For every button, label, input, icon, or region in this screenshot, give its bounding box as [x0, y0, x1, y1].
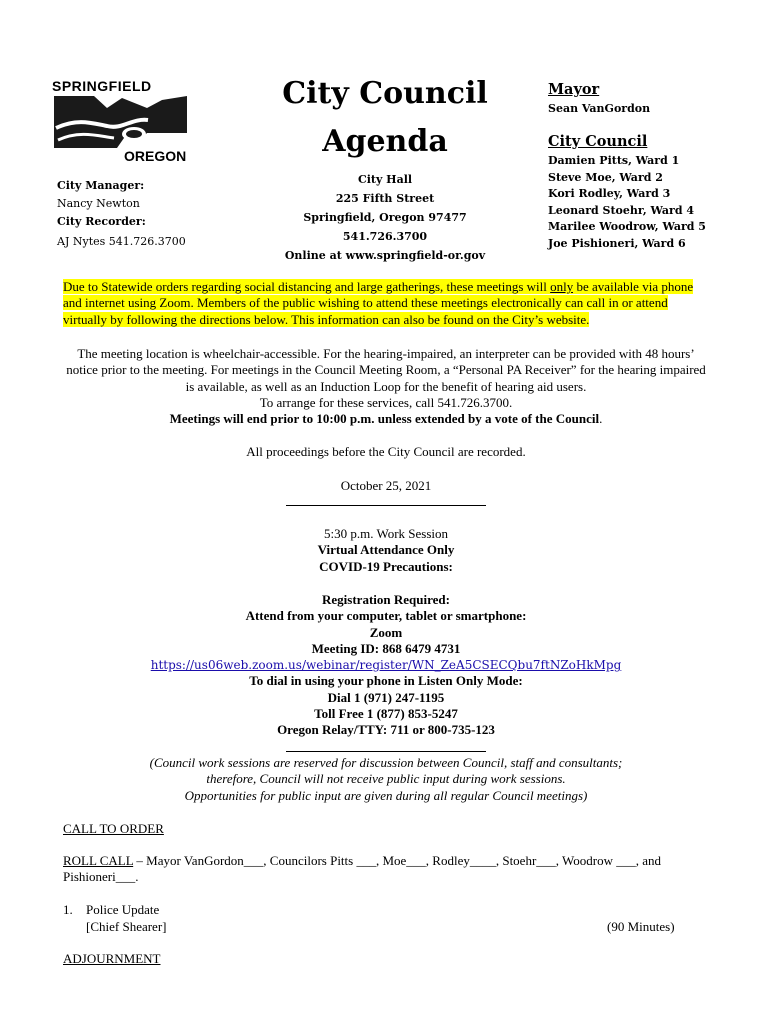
attend-instructions: Attend from your computer, tablet or smartphone:	[245, 608, 527, 624]
website-line: Online at www.springfield-or.gov	[284, 249, 486, 262]
city-manager-name: Nancy Newton	[57, 197, 140, 210]
virtual-attendance: Virtual Attendance Only	[317, 542, 455, 558]
meetings-end-period: .	[599, 411, 603, 427]
recorded-notice: All proceedings before the City Council are recorded.	[246, 444, 526, 459]
agenda-title-line1: City Council	[282, 76, 488, 111]
council-member: Kori Rodley, Ward 3	[548, 187, 671, 200]
accessibility-block	[63, 346, 709, 427]
springfield-logo	[52, 78, 192, 164]
notice-only: only	[550, 279, 574, 294]
logo-text-bottom: OREGON	[124, 148, 187, 164]
registration-required: Registration Required:	[322, 592, 450, 607]
relay-number: Oregon Relay/TTY: 711 or 800-735-123	[277, 722, 495, 738]
council-member: Joe Pishioneri, Ward 6	[548, 236, 686, 250]
meeting-date: October 25, 2021	[340, 478, 432, 493]
dial-number: Dial 1 (971) 247-1195	[327, 689, 445, 705]
council-heading: City Council	[548, 133, 648, 150]
roll-call-text: – Mayor VanGordon___, Councilors Pitts ___, Moe___, Rodley____, Stoehr___, Woodrow ___, and Pishioneri___.	[63, 853, 662, 885]
notice-part1: Due to Statewide orders regarding social distancing and large gatherings, these meetings will	[63, 279, 551, 294]
registration-block	[63, 592, 709, 739]
address-line: Springfield, Oregon 97477	[303, 211, 467, 224]
address-line: 225 Fifth Street	[335, 192, 435, 205]
arrange-services: To arrange for these services, call 541.726.3700.	[259, 394, 513, 410]
note-line: (Council work sessions are reserved for discussion between Council, staff and consultants;	[149, 755, 623, 770]
agenda-item-presenter: [Chief Shearer]	[86, 919, 167, 934]
council-member: Leonard Stoehr, Ward 4	[548, 203, 695, 217]
city-recorder-label: City Recorder:	[57, 215, 146, 228]
council-member: Damien Pitts, Ward 1	[548, 154, 680, 167]
agenda-item-number: 1.	[63, 902, 73, 917]
dial-in-instructions: To dial in using your phone in Listen Only Mode:	[249, 673, 523, 689]
address-line: 541.726.3700	[342, 230, 428, 243]
roll-call	[63, 853, 713, 886]
mayor-name: Sean VanGordon	[548, 102, 651, 115]
divider	[286, 751, 486, 752]
meeting-id: Meeting ID: 868 6479 4731	[311, 640, 461, 656]
logo-text-top: SPRINGFIELD	[52, 78, 152, 94]
council-member-list	[548, 153, 706, 252]
zoom-label: Zoom	[369, 624, 403, 640]
address-block	[260, 170, 510, 265]
note-line: therefore, Council will not receive public input during work sessions.	[206, 771, 566, 787]
mayor-heading: Mayor	[548, 81, 600, 98]
accessibility-text: The meeting location is wheelchair-accessible. For the hearing-impaired, an interpreter can be provided with 48 hours’ notice prior to the meeting. For meetings in the Council Meeting Room, a “Personal PA Receiver” for the hearing impaired is available, as well as an Induction Loop for the benefit of hearing aid users.	[66, 346, 706, 394]
agenda-title-line2: Agenda	[322, 124, 448, 159]
toll-free-number: Toll Free 1 (877) 853-5247	[314, 706, 458, 722]
city-recorder-name: AJ Nytes 541.726.3700	[57, 235, 186, 248]
agenda-item-duration: (90 Minutes)	[607, 919, 675, 934]
covid-precautions: COVID-19 Precautions:	[319, 558, 453, 574]
session-block	[63, 526, 709, 575]
address-line: City Hall	[357, 173, 413, 186]
session-time: 5:30 p.m. Work Session	[323, 526, 449, 541]
divider	[286, 505, 486, 506]
roll-call-label: ROLL CALL	[63, 853, 134, 868]
meetings-end-notice: Meetings will end prior to 10:00 p.m. unless extended by a vote of the Council	[169, 411, 600, 427]
zoom-registration-link[interactable]: https://us06web.zoom.us/webinar/register/WN_ZeA5CSECQbu7ftNZoHkMpg	[150, 658, 622, 673]
adjournment: ADJOURNMENT	[63, 951, 161, 966]
agenda-item-title: Police Update	[86, 902, 160, 917]
call-to-order: CALL TO ORDER	[63, 821, 164, 836]
notice-part2: be available via phone and internet using Zoom. Members of the public wishing to attend these meetings electronically can call in or attend virtually by following the directions below. This information can also be found on the City’s website.	[63, 279, 694, 327]
work-session-note	[63, 755, 709, 804]
zoom-notice	[63, 279, 713, 328]
note-line: Opportunities for public input are given during all regular Council meetings)	[184, 787, 588, 803]
city-manager-label: City Manager:	[57, 179, 145, 192]
council-member: Steve Moe, Ward 2	[548, 170, 663, 184]
council-member: Marilee Woodrow, Ward 5	[548, 220, 706, 233]
